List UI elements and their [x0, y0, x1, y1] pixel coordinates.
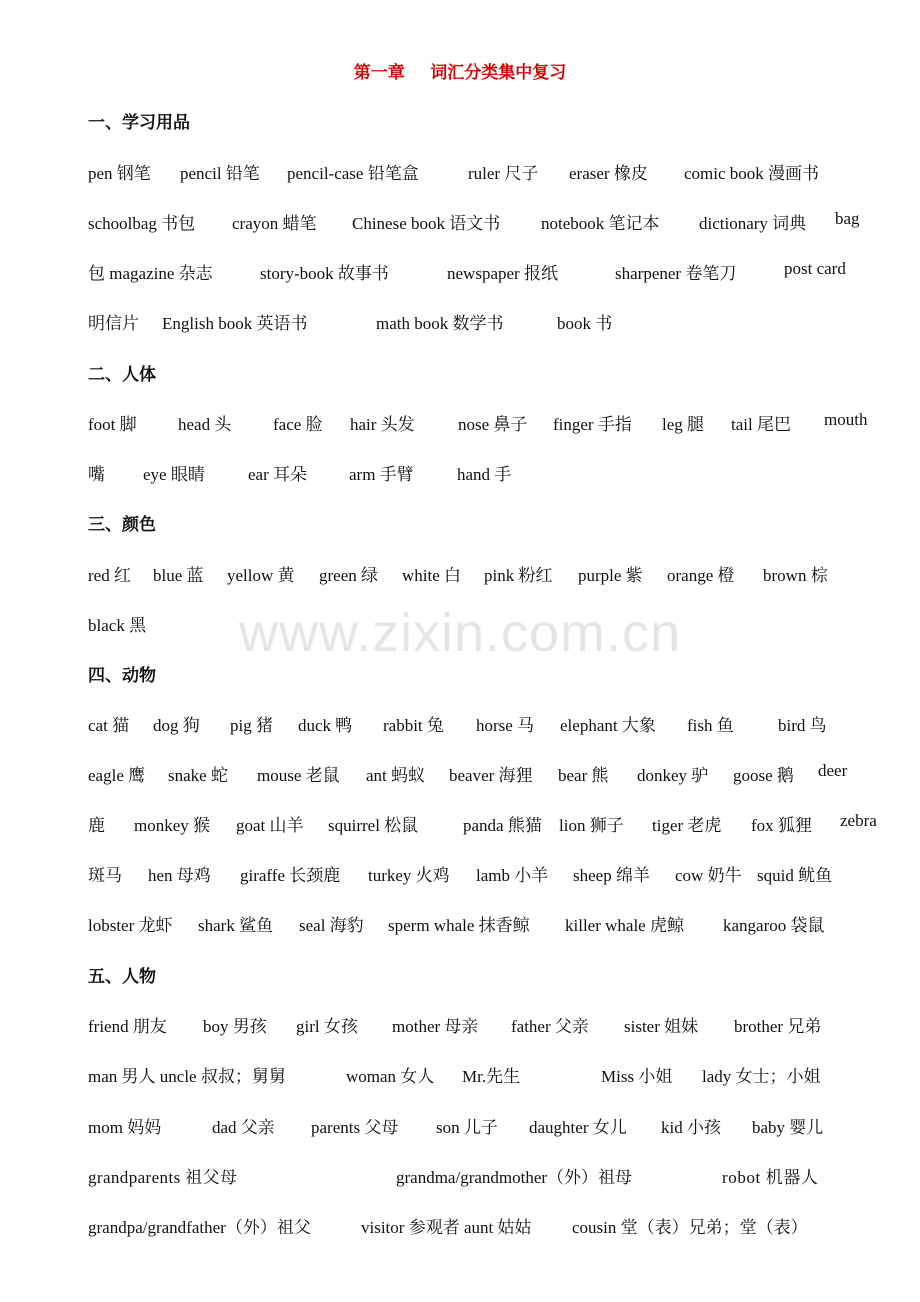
vocab-entry: schoolbag 书包 — [88, 214, 196, 233]
vocab-entry: grandpa/grandfather（外）祖父 — [88, 1218, 311, 1237]
vocab-entry: fox 狐狸 — [751, 816, 812, 835]
vocab-entry: ruler 尺子 — [468, 164, 539, 183]
vocab-entry: ear 耳朵 — [248, 465, 308, 484]
vocab-entry: cat 猫 — [88, 716, 130, 735]
vocab-entry: story-book 故事书 — [260, 264, 389, 283]
vocab-line — [88, 209, 888, 235]
vocab-entry: Chinese book 语文书 — [352, 214, 501, 233]
vocab-entry: notebook 笔记本 — [541, 214, 660, 233]
vocab-line — [88, 159, 888, 185]
vocab-entry: 斑马 — [88, 866, 122, 885]
vocab-entry: 包 magazine 杂志 — [88, 264, 213, 283]
vocab-entry: visitor 参观者 aunt 姑姑 — [361, 1218, 532, 1237]
vocab-line — [88, 811, 888, 837]
vocab-entry: nose 鼻子 — [458, 415, 528, 434]
vocab-entry: mother 母亲 — [392, 1017, 479, 1036]
vocab-line — [88, 410, 888, 436]
vocab-entry: panda 熊猫 — [463, 816, 542, 835]
vocab-entry: lobster 龙虾 — [88, 916, 173, 935]
vocab-entry: donkey 驴 — [637, 766, 709, 785]
vocab-line — [88, 611, 888, 637]
vocab-line — [88, 911, 888, 937]
vocab-entry: turkey 火鸡 — [368, 866, 450, 885]
vocab-line — [88, 1163, 888, 1189]
vocab-entry: snake 蛇 — [168, 766, 228, 785]
vocab-entry: dictionary 词典 — [699, 214, 807, 233]
vocab-entry: beaver 海狸 — [449, 766, 533, 785]
vocab-entry: kid 小孩 — [661, 1118, 721, 1137]
section-heading-school-supplies: 一、学习用品 — [88, 113, 190, 132]
vocab-line — [88, 1012, 888, 1038]
vocab-line — [88, 1213, 888, 1239]
vocab-entry: seal 海豹 — [299, 916, 364, 935]
vocab-entry: book 书 — [557, 314, 613, 333]
vocab-entry: eraser 橡皮 — [569, 164, 648, 183]
vocab-entry: grandma/grandmother（外）祖母 — [396, 1168, 633, 1187]
vocab-entry: monkey 猴 — [134, 816, 211, 835]
vocab-entry: elephant 大象 — [560, 716, 656, 735]
vocab-entry: man 男人 uncle 叔叔；舅舅 — [88, 1067, 286, 1086]
vocab-entry: Miss 小姐 — [601, 1067, 673, 1086]
vocab-entry: dad 父亲 — [212, 1118, 275, 1137]
vocab-entry: deer — [818, 761, 848, 780]
vocab-entry: pen 钢笔 — [88, 164, 151, 183]
vocab-entry: math book 数学书 — [376, 314, 504, 333]
vocab-entry: father 父亲 — [511, 1017, 589, 1036]
vocab-entry: hair 头发 — [350, 415, 415, 434]
vocab-entry: lamb 小羊 — [476, 866, 549, 885]
vocab-line — [88, 561, 888, 587]
vocab-entry: shark 鲨鱼 — [198, 916, 274, 935]
vocab-entry: horse 马 — [476, 716, 535, 735]
vocab-entry: kangaroo 袋鼠 — [723, 916, 825, 935]
vocab-entry: goat 山羊 — [236, 816, 304, 835]
vocab-entry: hand 手 — [457, 465, 512, 484]
vocab-entry: arm 手臂 — [349, 465, 414, 484]
vocab-entry: blue 蓝 — [153, 566, 204, 585]
vocab-entry: girl 女孩 — [296, 1017, 358, 1036]
vocab-entry: duck 鸭 — [298, 716, 353, 735]
vocab-entry: bear 熊 — [558, 766, 609, 785]
vocab-entry: red 红 — [88, 566, 131, 585]
vocab-entry: lady 女士；小姐 — [702, 1067, 821, 1086]
vocab-entry: face 脸 — [273, 415, 323, 434]
vocab-entry: rabbit 兔 — [383, 716, 444, 735]
vocab-entry: 鹿 — [88, 816, 105, 835]
vocab-entry: pencil 铅笔 — [180, 164, 260, 183]
vocab-entry: sheep 绵羊 — [573, 866, 650, 885]
vocab-entry: yellow 黄 — [227, 566, 295, 585]
vocab-entry: leg 腿 — [662, 415, 705, 434]
vocab-entry: purple 紫 — [578, 566, 643, 585]
section-heading-people: 五、人物 — [88, 967, 156, 986]
vocab-line — [88, 259, 888, 285]
vocab-entry: sperm whale 抹香鲸 — [388, 916, 530, 935]
vocab-entry: zebra — [840, 811, 877, 830]
vocab-entry: hen 母鸡 — [148, 866, 211, 885]
vocab-entry: sharpener 卷笔刀 — [615, 264, 737, 283]
vocab-entry: robot 机器人 — [722, 1168, 819, 1187]
vocab-entry: boy 男孩 — [203, 1017, 267, 1036]
vocab-entry: cousin 堂（表）兄弟；堂（表） — [572, 1218, 808, 1237]
vocab-line — [88, 1062, 888, 1088]
vocab-entry: black 黑 — [88, 616, 147, 635]
vocab-entry: brown 棕 — [763, 566, 828, 585]
vocab-entry: orange 橙 — [667, 566, 735, 585]
section-heading-colors: 三、颜色 — [88, 515, 156, 534]
vocab-entry: woman 女人 — [346, 1067, 435, 1086]
vocab-entry: mouse 老鼠 — [257, 766, 340, 785]
vocab-entry: 嘴 — [88, 465, 105, 484]
vocab-entry: foot 脚 — [88, 415, 137, 434]
vocab-entry: comic book 漫画书 — [684, 164, 820, 183]
vocab-entry: baby 婴儿 — [752, 1118, 824, 1137]
vocab-entry: finger 手指 — [553, 415, 632, 434]
vocab-entry: 明信片 — [88, 314, 139, 333]
vocab-entry: squid 鱿鱼 — [757, 866, 833, 885]
vocab-entry: eye 眼睛 — [143, 465, 205, 484]
vocab-entry: mouth — [824, 410, 868, 429]
vocab-line — [88, 761, 888, 787]
vocab-entry: ant 蚂蚁 — [366, 766, 426, 785]
vocab-line — [88, 460, 888, 486]
vocab-entry: bird 鸟 — [778, 716, 827, 735]
vocab-entry: squirrel 松鼠 — [328, 816, 419, 835]
vocab-line — [88, 1113, 888, 1139]
vocab-entry: dog 狗 — [153, 716, 200, 735]
vocab-entry: mom 妈妈 — [88, 1118, 162, 1137]
vocab-entry: brother 兄弟 — [734, 1017, 822, 1036]
vocab-entry: Mr.先生 — [462, 1067, 521, 1086]
vocab-entry: goose 鹅 — [733, 766, 794, 785]
vocab-entry: parents 父母 — [311, 1118, 399, 1137]
vocab-line — [88, 309, 888, 335]
vocab-entry: tiger 老虎 — [652, 816, 722, 835]
watermark: www.zixin.com.cn — [238, 603, 682, 663]
section-heading-body: 二、人体 — [88, 365, 156, 384]
vocab-entry: pink 粉红 — [484, 566, 553, 585]
vocab-entry: newspaper 报纸 — [447, 264, 558, 283]
vocab-entry: bag — [835, 209, 860, 228]
vocab-line — [88, 861, 888, 887]
vocab-entry: crayon 蜡笔 — [232, 214, 317, 233]
vocab-entry: pig 猪 — [230, 716, 273, 735]
vocab-entry: sister 姐妹 — [624, 1017, 699, 1036]
vocab-entry: lion 狮子 — [559, 816, 624, 835]
vocab-entry: post card — [784, 259, 846, 278]
section-heading-animals: 四、动物 — [88, 666, 156, 685]
vocab-entry: friend 朋友 — [88, 1017, 167, 1036]
vocab-entry: grandparents 祖父母 — [88, 1168, 238, 1187]
vocab-entry: pencil-case 铅笔盒 — [287, 164, 419, 183]
vocab-entry: white 白 — [402, 566, 462, 585]
vocab-entry: fish 鱼 — [687, 716, 734, 735]
vocab-entry: giraffe 长颈鹿 — [240, 866, 341, 885]
vocab-line — [88, 711, 888, 737]
vocab-entry: head 头 — [178, 415, 232, 434]
vocab-entry: green 绿 — [319, 566, 379, 585]
chapter-title: 第一章 词汇分类集中复习 — [353, 63, 567, 82]
vocab-entry: eagle 鹰 — [88, 766, 146, 785]
vocab-entry: English book 英语书 — [162, 314, 308, 333]
vocab-entry: tail 尾巴 — [731, 415, 791, 434]
vocab-entry: killer whale 虎鲸 — [565, 916, 684, 935]
vocab-entry: cow 奶牛 — [675, 866, 742, 885]
vocab-entry: daughter 女儿 — [529, 1118, 627, 1137]
vocab-entry: son 儿子 — [436, 1118, 498, 1137]
